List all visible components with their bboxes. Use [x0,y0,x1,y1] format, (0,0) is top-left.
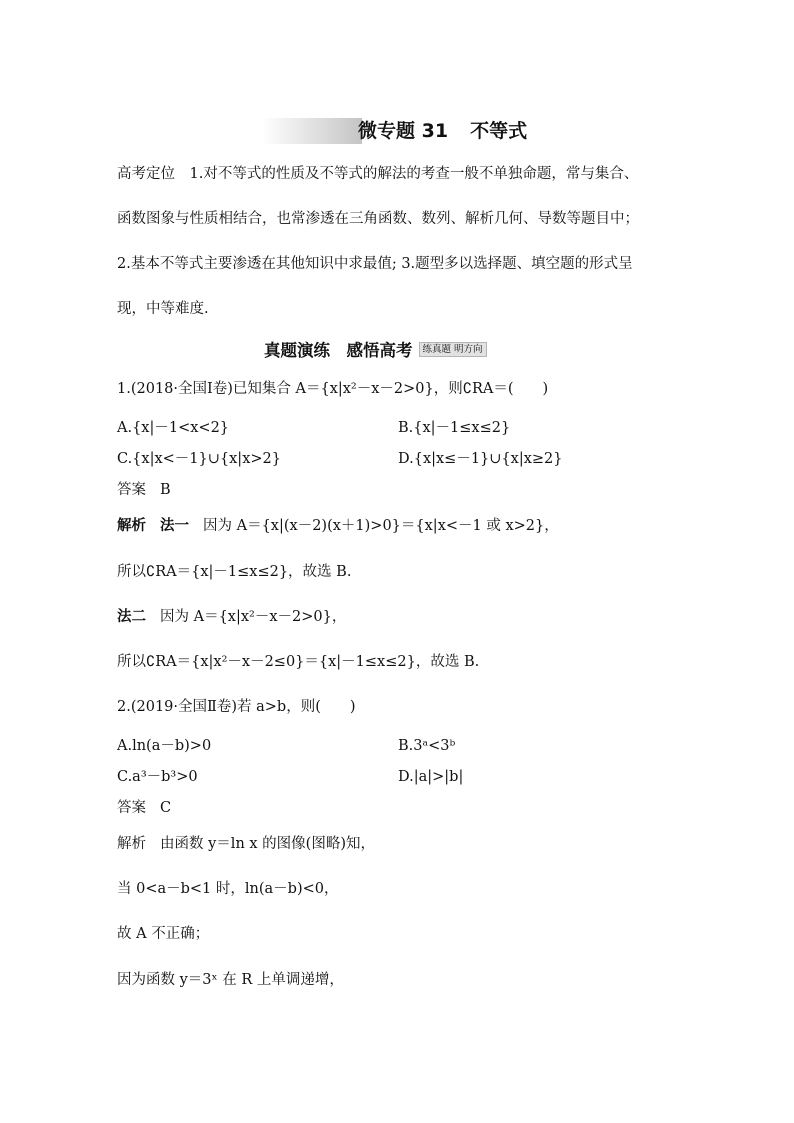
q1-answer-value: B [160,482,171,498]
q2-answer-value: C [160,800,172,816]
q2-option-c: C.a³－b³>0 [117,769,198,785]
q1-option-d: D.{x|x≤－1}∪{x|x≥2} [398,451,563,467]
intro-line-3: 2.基本不等式主要渗透在其他知识中求最值; 3.题型多以选择题、填空题的形式呈 [117,256,633,272]
q1-option-a: A.{x|－1<x<2} [117,420,230,436]
title-main: 微专题 31 [358,120,449,142]
q1-analysis-step-2: 所以∁RA＝{x|－1≤x≤2}，故选 B. [117,564,352,580]
q2-analysis-line-1 [117,835,375,853]
q2-stem: 2.(2019·全国Ⅱ卷)若 a>b，则( ) [117,699,356,715]
page-title [358,118,527,144]
q1-method1-label: 法一 [160,518,189,534]
q1-answer-label: 答案 [117,482,146,498]
q1-answer [117,481,171,499]
q1-stem: 1.(2018·全国Ⅰ卷)已知集合 A＝{x|x²－x－2>0}，则∁RA＝( ) [117,381,549,397]
q1-analysis-step-3: 因为 A＝{x|x²－x－2>0}， [160,609,347,625]
q2-analysis-label: 解析 [117,836,146,852]
intro-line-1: 高考定位 1.对不等式的性质及不等式的解法的考查一般不单独命题，常与集合、 [117,166,639,182]
section-title: 真题演练 感悟高考 [264,341,413,360]
q2-analysis-step-2: 当 0<a－b<1 时，ln(a－b)<0， [117,881,339,897]
q1-option-b: B.{x|－1≤x≤2} [398,420,511,436]
title-decoration-bar [262,118,362,144]
q2-analysis-step-4: 因为函数 y＝3ˣ 在 R 上单调递增， [117,972,344,988]
q1-analysis-step-4: 所以∁RA＝{x|x²－x－2≤0}＝{x|－1≤x≤2}，故选 B. [117,654,480,670]
intro-line-2: 函数图象与性质相结合，也常渗透在三角函数、数列、解析几何、导数等题目中； [117,211,639,227]
q2-analysis-step-3: 故 A 不正确； [117,926,210,942]
q1-analysis-line-1 [117,517,559,535]
q1-option-c: C.{x|x<－1}∪{x|x>2} [117,451,281,467]
intro-line-4: 现，中等难度. [117,301,209,317]
q2-option-d: D.|a|>|b| [398,769,464,785]
q2-option-a: A.ln(a－b)>0 [117,738,212,754]
q1-analysis-line-3 [117,608,346,626]
q2-answer [117,799,171,817]
q1-analysis-step-1: 因为 A＝{x|(x－2)(x＋1)>0}＝{x|x<－1 或 x>2}， [203,518,559,534]
q2-option-b: B.3ᵃ<3ᵇ [398,738,456,754]
title-sub: 不等式 [470,120,528,142]
q1-analysis-label: 解析 [117,518,146,534]
section-tag-badge: 练真题 明方向 [419,342,487,357]
q2-answer-label: 答案 [117,800,146,816]
section-heading [264,340,487,362]
q1-method2-label: 法二 [117,609,146,625]
q2-analysis-step-1: 由函数 y＝ln x 的图像(图略)知， [160,836,375,852]
